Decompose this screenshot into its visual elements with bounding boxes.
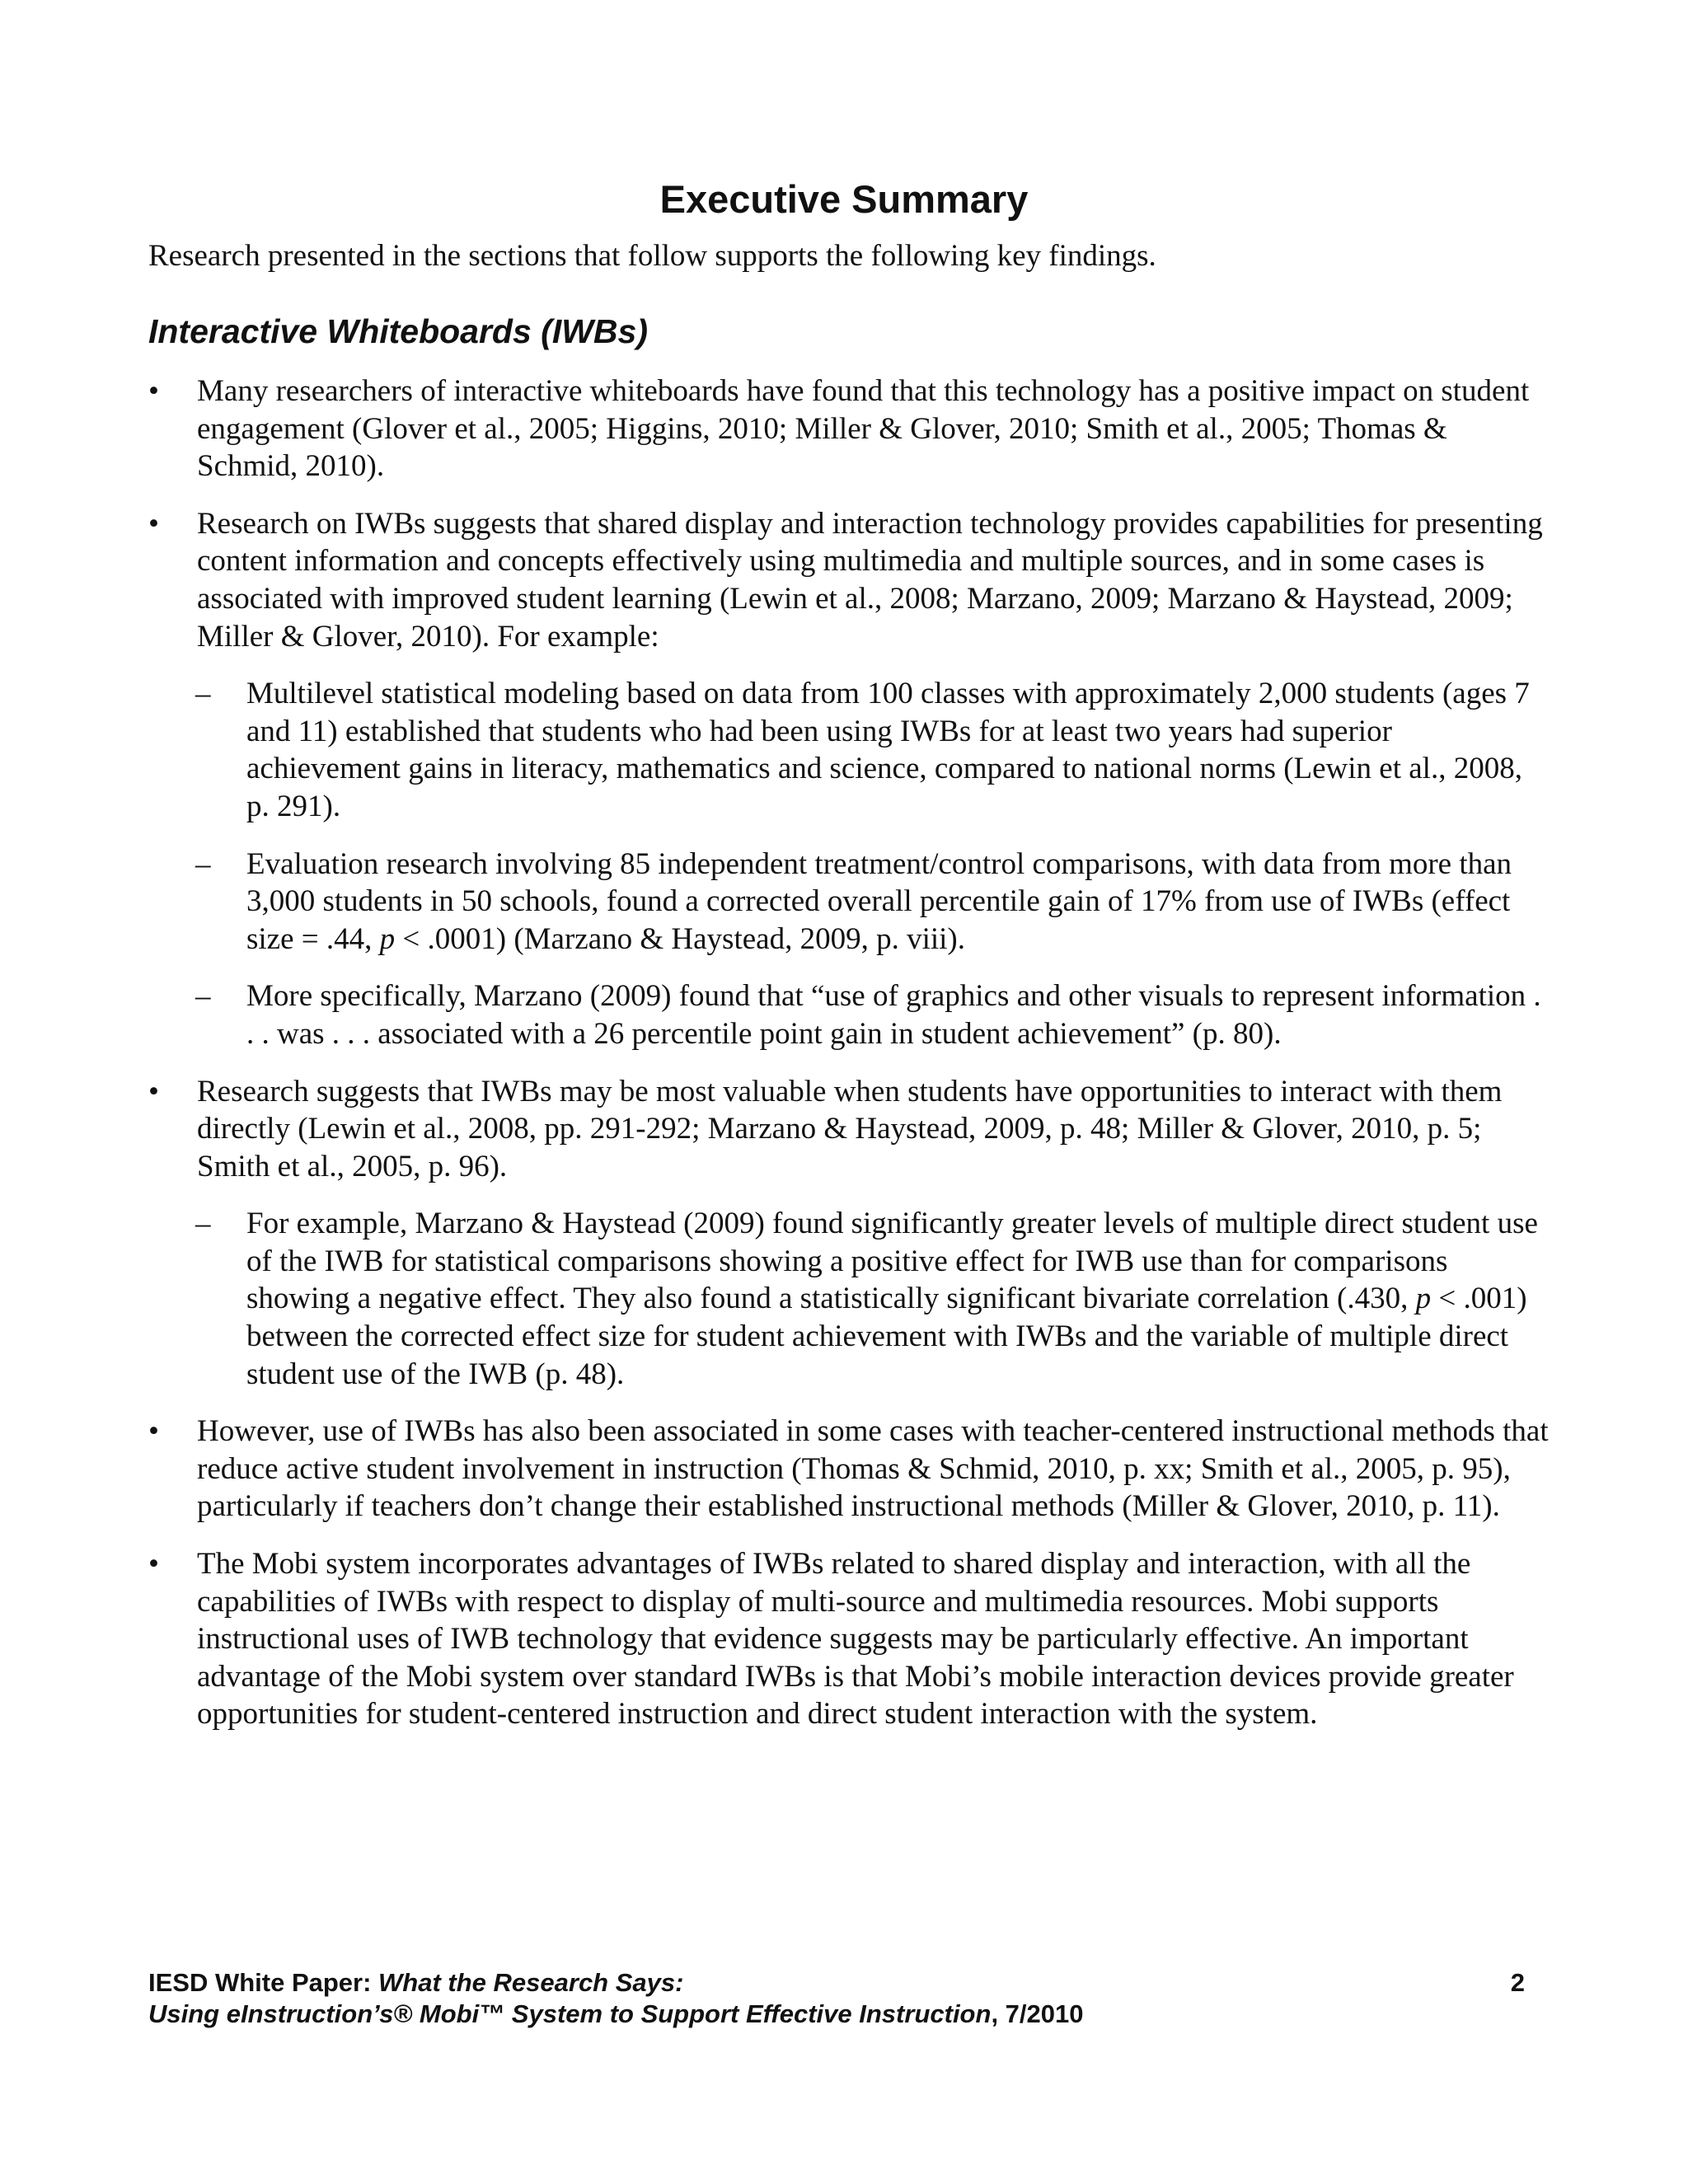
findings-list	[148, 373, 1550, 1753]
footer-subtitle: Using eInstruction’s® Mobi™ System to Support Effective Instruction	[148, 1999, 992, 2028]
footer-prefix: IESD White Paper:	[148, 1968, 379, 1997]
footer-line-2	[148, 1999, 1525, 2030]
footer-title: What the Research Says:	[378, 1968, 684, 1997]
sub-bullet-text-part: Evaluation research involving 85 independent treatment/control comparisons, with data from more than 3,000 students in 50 schools, found a corrected overall percentile gain of 17% from use of IWBs (effect size = .44,	[246, 846, 1512, 956]
dash-icon: –	[195, 677, 211, 711]
sub-bullet-text	[246, 847, 1512, 956]
sub-bullet-item	[148, 1205, 1550, 1393]
bullet-text: Research on IWBs suggests that shared display and interaction technology provides capabilities for presenting content information and concepts effectively using multimedia and multiple sources, and in some cases is associated with improved student learning (Lewin et al., 2008; Marzano, 2009; Marzano & Haystead, 2009; Miller & Glover, 2010). For example:	[197, 506, 1543, 654]
page-footer	[148, 1967, 1525, 2030]
bullet-icon: •	[148, 506, 159, 541]
footer-line-1	[148, 1967, 1525, 1999]
dash-icon: –	[195, 979, 211, 1014]
sub-bullet-item	[148, 977, 1550, 1052]
section-heading: Interactive Whiteboards (IWBs)	[148, 312, 648, 350]
bullet-text: The Mobi system incorporates advantages of IWBs related to shared display and interaction, with all the capabilities of IWBs with respect to display of multi-source and multimedia resources. Mobi supports instructional uses of IWB technology that evidence suggests may be particularly effective. An important advantage of the Mobi system over standard IWBs is that Mobi’s mobile interaction devices provide greater opportunities for student-centered instruction and direct student interaction with the system.	[197, 1547, 1514, 1732]
dash-icon: –	[195, 846, 211, 881]
bullet-icon: •	[148, 374, 159, 408]
sub-bullet-text-part: For example, Marzano & Haystead (2009) found significantly greater levels of multiple direct student use of the IWB for statistical comparisons showing a positive effect for IWB use than for comparisons showing a negative effect. They also found a statistically significant bivariate correlation (.430,	[246, 1207, 1538, 1316]
sub-bullet-text-part: < .0001) (Marzano & Haystead, 2009, p. viii).	[395, 921, 965, 956]
bullet-item	[148, 1545, 1550, 1733]
sub-bullet-text	[246, 1207, 1538, 1390]
bullet-icon: •	[148, 1547, 159, 1582]
bullet-text: Many researchers of interactive whiteboards have found that this technology has a positive impact on student engagement (Glover et al., 2005; Higgins, 2010; Miller & Glover, 2010; Smith et al., 2005; Thomas & Schmid, 2010).	[197, 374, 1530, 484]
page-title: Executive Summary	[659, 177, 1029, 221]
sub-bullet-text-part: < .001) between the corrected effect size for student achievement with IWBs and the variable of multiple direct student use of the IWB (p. 48).	[246, 1282, 1527, 1391]
p-value-symbol: p	[379, 921, 396, 956]
bullet-icon: •	[148, 1074, 159, 1108]
bullet-item	[148, 373, 1550, 485]
bullet-item	[148, 1073, 1550, 1186]
bullet-item	[148, 505, 1550, 655]
sub-bullet-item	[148, 846, 1550, 958]
sub-bullet-text: More specifically, Marzano (2009) found that “use of graphics and other visuals to represent information . . . was . . . associated with a 26 percentile point gain in student achievement” (p. 80).	[246, 979, 1541, 1051]
sub-bullet-text: Multilevel statistical modeling based on data from 100 classes with approximately 2,000 students (ages 7 and 11) established that students who had been using IWBs for at least two years had superior achievement gains in literacy, mathematics and science, compared to national norms (Lewin et al., 2008, p. 291).	[246, 677, 1530, 823]
intro-paragraph: Research presented in the sections that follow supports the following key findings.	[148, 239, 1156, 273]
bullet-item	[148, 1413, 1550, 1526]
bullet-icon: •	[148, 1414, 159, 1449]
footer-date: , 7/2010	[991, 1999, 1084, 2028]
bullet-text: Research suggests that IWBs may be most valuable when students have opportunities to interact with them directly (Lewin et al., 2008, pp. 291-292; Marzano & Haystead, 2009, p. 48; Miller & Glover, 2010, p. 5; Smith et al., 2005, p. 96).	[197, 1074, 1503, 1183]
p-value-symbol: p	[1415, 1282, 1432, 1316]
sub-bullet-item	[148, 675, 1550, 825]
dash-icon: –	[195, 1207, 211, 1241]
bullet-text: However, use of IWBs has also been associated in some cases with teacher-centered instructional methods that reduce active student involvement in instruction (Thomas & Schmid, 2010, p. xx; Smith et al., 2005, p. 95), particularly if teachers don’t change their established instructional methods (Miller & Glover, 2010, p. 11).	[197, 1414, 1549, 1524]
page-number: 2	[1510, 1968, 1525, 1997]
